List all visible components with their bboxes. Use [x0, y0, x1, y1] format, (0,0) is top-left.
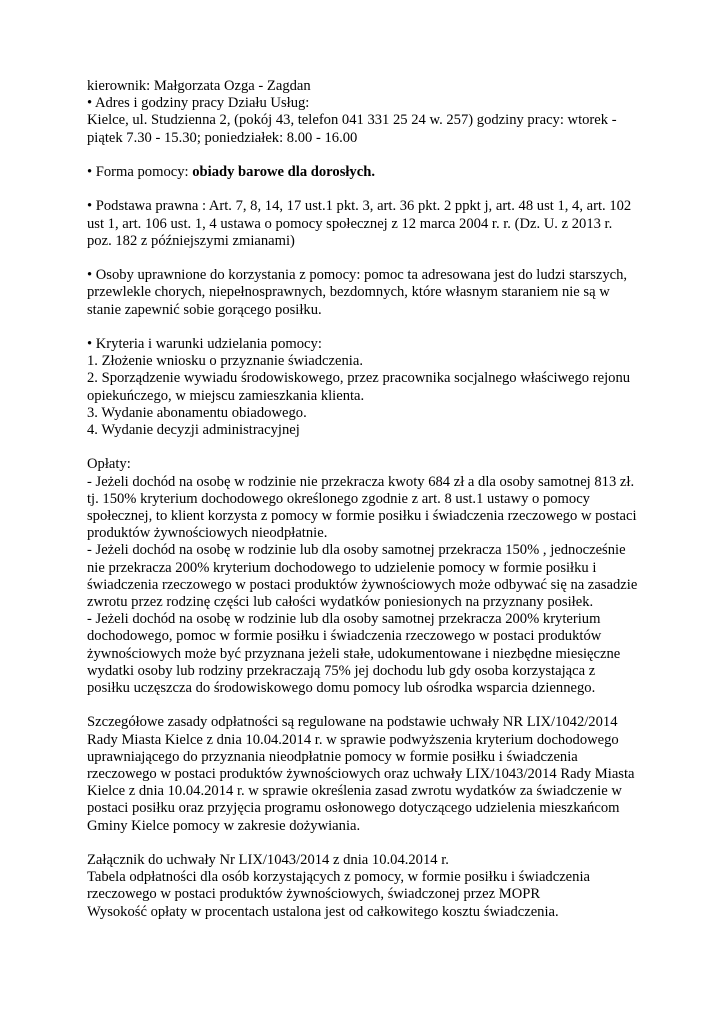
form-value: obiady barowe dla dorosłych.	[192, 164, 375, 180]
eligible-line: przewlekle chorych, niepełnosprawnych, bezdomnych, które własnym staraniem nie są w	[87, 284, 610, 301]
criteria-line: opiekuńczego, w miejscu zamieszkania klienta.	[87, 387, 365, 404]
eligible-line: stanie zapewnić sobie gorącego posiłku.	[87, 301, 322, 318]
criteria-line: 3. Wydanie abonamentu obiadowego.	[87, 404, 307, 421]
legal-basis-paragraph	[87, 198, 647, 250]
fees-line: tj. 150% kryterium dochodowego określonego zgodnie z art. 8 ust.1 ustawy o pomocy	[87, 490, 590, 507]
eligible-paragraph	[87, 267, 647, 319]
legal-basis-line: poz. 182 z późniejszymi zmianami)	[87, 232, 295, 249]
details-line: rzeczowego w postaci produktów żywnościowych oraz uchwały LIX/1043/2014 Rady Miasta	[87, 766, 635, 783]
eligible-line: • Osoby uprawnione do korzystania z pomocy: pomoc ta adresowana jest do ludzi starszych,	[87, 267, 628, 284]
form-of-help	[87, 164, 647, 181]
details-paragraph	[87, 714, 647, 834]
spacer	[87, 181, 647, 198]
details-line: postaci posiłku oraz przyjęcia programu osłonowego dotyczącego udzielenia mieszkańcom	[87, 800, 620, 817]
fees-line: posiłku uczęszcza do środowiskowego domu pomocy lub ośrodka wsparcia dziennego.	[87, 680, 596, 697]
fees-line: dochodowego, pomoc w formie posiłku i świadczenia rzeczowego w postaci produktów	[87, 628, 602, 645]
spacer	[87, 250, 647, 267]
spacer	[87, 439, 647, 456]
manager-line: kierownik: Małgorzata Ozga - Zagdan	[87, 78, 311, 94]
attachment-line: Załącznik do uchwały Nr LIX/1043/2014 z dnia 10.04.2014 r.	[87, 852, 449, 869]
criteria-line: 2. Sporządzenie wywiadu środowiskowego, przez pracownika socjalnego właściwego rejonu	[87, 370, 631, 387]
details-line: Kielce z dnia 10.04.2014 r. w sprawie określenia zasad zwrotu wydatków za świadczenie w	[87, 783, 622, 800]
criteria-line: 1. Złożenie wniosku o przyznanie świadczenia.	[87, 353, 363, 370]
details-line: Rady Miasta Kielce z dnia 10.04.2014 r. w sprawie podwyższenia kryterium dochodowego	[87, 731, 619, 748]
details-line: Szczegółowe zasady odpłatności są regulowane na podstawie uchwały NR LIX/1042/2014	[87, 714, 618, 731]
address-line: Kielce, ul. Studzienna 2, (pokój 43, telefon 041 331 25 24 w. 257) godziny pracy: wtorek -	[87, 112, 617, 129]
criteria-line: 4. Wydanie decyzji administracyjnej	[87, 422, 300, 438]
legal-basis-line: ust 1, art. 106 ust. 1, 4 ustawa o pomocy społecznej z 12 marca 2004 r. r. (Dz. U. z 2013 r.	[87, 215, 613, 232]
fees-line: nie przekracza 200% kryterium dochodowego to udzielenie pomocy w formie posiłku i	[87, 559, 597, 576]
fees-line: - Jeżeli dochód na osobę w rodzinie nie przekracza kwoty 684 zł a dla osoby samotnej 813 zł.	[87, 473, 635, 490]
hours-line: piątek 7.30 - 15.30; poniedziałek: 8.00 - 16.00	[87, 129, 358, 146]
attachment-paragraph	[87, 852, 647, 921]
fees-line: - Jeżeli dochód na osobę w rodzinie lub dla osoby samotnej przekracza 200% kryterium	[87, 611, 601, 628]
fees-line: żywnościowych może być przyznana jeżeli stałe, udokumentowane i niezbędne miesięczne	[87, 645, 621, 662]
legal-basis-line: • Podstawa prawna : Art. 7, 8, 14, 17 ust.1 pkt. 3, art. 36 pkt. 2 ppkt j, art. 48 ust 1, 4, art. 102	[87, 198, 632, 215]
fees-line: społecznej, to klient korzysta z pomocy w formie posiłku i świadczenia rzeczowego w postaci	[87, 508, 637, 524]
document-page	[87, 78, 647, 921]
spacer	[87, 835, 647, 852]
spacer	[87, 319, 647, 336]
criteria-line: • Kryteria i warunki udzielania pomocy:	[87, 335, 322, 352]
address-heading: • Adres i godziny pracy Działu Usług:	[87, 95, 310, 112]
fees-line: - Jeżeli dochód na osobę w rodzinie lub dla osoby samotnej przekracza 150% , jednocześnie	[87, 542, 626, 559]
attachment-line: rzeczowego w postaci produktów żywnościowych, świadczonej przez MOPR	[87, 886, 541, 903]
fees-line: zwrotu przez rodzinę części lub całości wydatków poniesionych na przyznany posiłek.	[87, 594, 594, 611]
fees-line: produktów żywnościowych nieodpłatnie.	[87, 525, 328, 542]
fees-line: świadczenia rzeczowego w postaci produktów żywnościowych może odbywać się na zasadzie	[87, 576, 638, 593]
fees-line: Opłaty:	[87, 456, 131, 473]
attachment-line: Wysokość opłaty w procentach ustalona jest od całkowitego kosztu świadczenia.	[87, 903, 559, 920]
form-label: • Forma pomocy:	[87, 164, 193, 180]
criteria-paragraph	[87, 336, 647, 439]
spacer	[87, 697, 647, 714]
fees-paragraph	[87, 456, 647, 697]
details-line: Gminy Kielce pomocy w zakresie dożywiania.	[87, 817, 361, 834]
details-line: uprawniającego do przyznania nieodpłatnie pomocy w formie posiłku i świadczenia	[87, 748, 578, 765]
attachment-line: Tabela odpłatności dla osób korzystających z pomocy, w formie posiłku i świadczenia	[87, 869, 590, 886]
spacer	[87, 147, 647, 164]
fees-line: wydatki osoby lub rodziny przekraczają 75% jej dochodu lub gdy osoba korzystająca z	[87, 662, 596, 679]
